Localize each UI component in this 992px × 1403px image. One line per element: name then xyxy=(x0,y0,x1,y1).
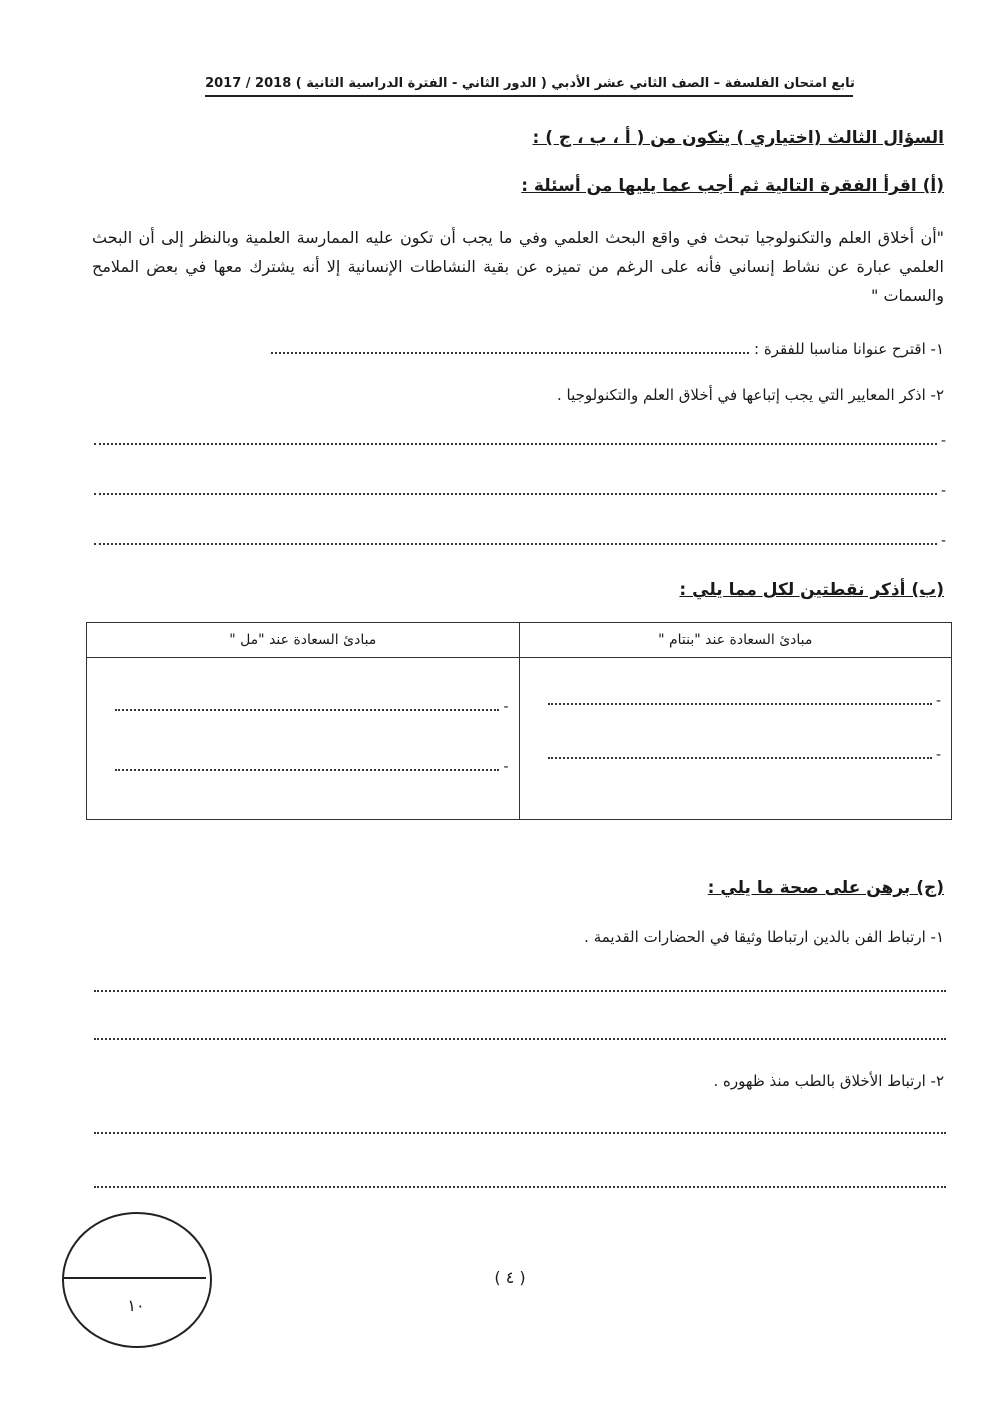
section-c-question-2: ٢- ارتباط الأخلاق بالطب منذ ظهوره . xyxy=(713,1072,944,1090)
col-header-mill: مبادئ السعادة عند "مل " xyxy=(87,623,520,658)
answer-bullet: - xyxy=(935,693,941,709)
answer-line-a2-1[interactable] xyxy=(94,432,946,448)
mill-answers-cell xyxy=(87,658,520,820)
grade-circle-divider xyxy=(64,1277,206,1279)
section-a-question-1-text: ١- اقترح عنوانا مناسبا للفقرة : xyxy=(754,340,944,358)
answer-line-c2-1[interactable] xyxy=(94,1132,946,1134)
section-c-question-1: ١- ارتباط الفن بالدين ارتباطا وثيقا في الحضارات القديمة . xyxy=(584,928,944,946)
answer-line-c1-2[interactable] xyxy=(94,1038,946,1040)
happiness-principles-table xyxy=(86,622,952,820)
answer-bullet: - xyxy=(940,533,946,549)
answer-line-bentham-1[interactable] xyxy=(548,692,942,708)
header-underline xyxy=(205,95,853,97)
section-a-paragraph: "أن أخلاق العلم والتكنولوجيا تبحث في واقع البحث العلمي وفي ما يجب أن تكون عليه الممارسة العلمية وبالنظر إلى أن البحث العلمي عبارة عن نشاط إنساني فأنه على الرغم من تميزه عن بقية النشاطات الإنسانية إلا أنه يشترك معها في بعض الملامح والسمات " xyxy=(92,228,944,305)
exam-header xyxy=(200,76,860,91)
answer-line-mill-1[interactable] xyxy=(115,698,509,714)
col-header-bentham: مبادئ السعادة عند "بنتام " xyxy=(519,623,952,658)
answer-bullet: - xyxy=(940,433,946,449)
answer-line-a1[interactable] xyxy=(271,342,749,354)
section-b-title: (ب) أذكر نقطتين لكل مما يلي : xyxy=(679,580,944,600)
section-a-question-1 xyxy=(271,340,944,358)
grade-circle xyxy=(62,1212,212,1348)
section-c-title: (ج) برهن على صحة ما يلي : xyxy=(707,878,944,898)
answer-line-c2-2[interactable] xyxy=(94,1186,946,1188)
question-title: السؤال الثالث (اختياري ) يتكون من ( أ ، ب ، ج ) : xyxy=(532,128,944,148)
answer-line-bentham-2[interactable] xyxy=(548,746,942,762)
answer-bullet: - xyxy=(503,699,509,715)
section-a-question-2: ٢- اذكر المعايير التي يجب إتباعها في أخلاق العلم والتكنولوجيا . xyxy=(557,386,944,404)
answer-bullet: - xyxy=(935,747,941,763)
answer-line-mill-2[interactable] xyxy=(115,758,509,774)
answer-bullet: - xyxy=(503,759,509,775)
bentham-answers-cell xyxy=(519,658,952,820)
grade-value: ١٠ xyxy=(127,1296,145,1315)
answer-line-a2-3[interactable] xyxy=(94,532,946,548)
answer-line-c1-1[interactable] xyxy=(94,990,946,992)
answer-line-a2-2[interactable] xyxy=(94,482,946,498)
header-text: تابع امتحان الفلسفة – الصف الثاني عشر الأدبي ( الدور الثاني - الفترة الدراسية الثانية ) xyxy=(295,76,855,91)
header-year: 2017 / 2018 xyxy=(205,76,292,91)
answer-bullet: - xyxy=(940,483,946,499)
page-number: ( ٤ ) xyxy=(494,1268,526,1287)
section-a-title: (أ) اقرأ الفقرة التالية ثم أجب عما يليها من أسئلة : xyxy=(521,176,944,196)
